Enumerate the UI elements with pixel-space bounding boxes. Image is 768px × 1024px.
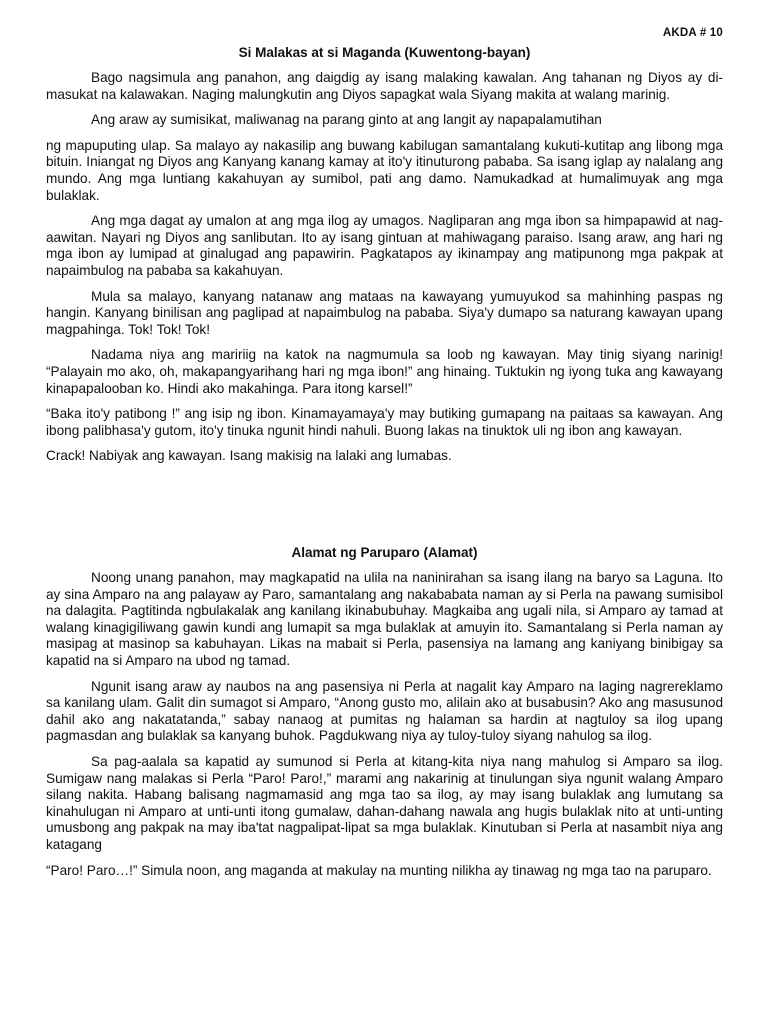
paragraph: Mula sa malayo, kanyang natanaw ang mataas na kawayang yumuyukod sa mahinhing paspas ng hangin. Kanyang binilisan ang paglipad at napaimbulog na pababa. Siya'y dumapo sa naturang kawayan upang magpahinga. Tok! Tok! Tok!: [46, 288, 723, 337]
story-alamat-paruparo: [46, 570, 723, 888]
paragraph: Ang araw ay sumisikat, maliwanag na parang ginto at ang langit ay napapalamutihan: [91, 112, 602, 128]
paragraph: Sa pag-aalala sa kapatid ay sumunod si Perla at kitang-kita niya nang mahulog si Amparo sa ilog. Sumigaw nang malakas si Perla “Paro! Paro!,” marami ang nakarinig at tinulungan siya ngunit walang Amparo silang nakita. Habang balisang nagmamasid ang mga tao sa ilog, ay may isang bulaklak ang lumutang sa kinahulugan ni Amparo at unti-unti itong gumalaw, dahan-dahang nawala ang hugis bulaklak nito at unti-unting umusbong ang pakpak na may iba'tat nagpalipat-lipat sa mga bulaklak. Kinutuban si Perla at nasambit niya ang katagang: [46, 753, 723, 852]
paragraph: “Baka ito'y patibong !” ang isip ng ibon. Kinamayamaya'y may butiking gumapang na paitaas sa kawayan. Ang ibong palibhasa'y gutom, ito'y tinuka ngunit hindi nahuli. Buong lakas na tinuktok uli ng ibon ang kawayan.: [46, 406, 723, 438]
document-page: [46, 0, 723, 1024]
page-label: AKDA # 10: [662, 27, 723, 39]
story-title-alamat-paruparo: Alamat ng Paruparo (Alamat): [291, 545, 478, 560]
paragraph: ng mapuputing ulap. Sa malayo ay nakasilip ang buwang kabilugan samantalang kukuti-kutitap ang libong mga bituin. Iniangat ng Diyos ang Kanyang kanang kamay at ito'y itinuturong pababa. Sa isang iglap ay nalalang ang mundo. Ang mga luntiang kakahuyan ay sumibol, pati ang damo. Namukadkad at humalimuyak ang mga bulaklak.: [46, 137, 723, 203]
paragraph: Bago nagsimula ang panahon, ang daigdig ay isang malaking kawalan. Ang tahanan ng Diyos ay di-masukat na kalawakan. Naging malungkutin ang Diyos sapagkat wala Siyang makita at walang marinig.: [46, 70, 723, 102]
paragraph: “Paro! Paro…!” Simula noon, ang maganda at makulay na munting nilikha ay tinawag ng mga tao na paruparo.: [46, 862, 712, 878]
paragraph: Ang mga dagat ay umalon at ang mga ilog ay umagos. Nagliparan ang mga ibon sa himpapawid at nag-aawitan. Nayari ng Diyos ang sanlibutan. Ito ay isang gintuan at mahiwagang paraiso. Isang araw, ang hari ng mga ibon ay lumipad at ginalugad ang papawirin. Pagkatapos ay ikinampay ang matipunong mga pakpak at napaimbulog na pababa sa kakahuyan.: [46, 213, 723, 278]
paragraph: Crack! Nabiyak ang kawayan. Isang makisig na lalaki ang lumabas.: [46, 448, 452, 464]
paragraph: Noong unang panahon, may magkapatid na ulila na naninirahan sa isang ilang na baryo sa Laguna. Ito ay sina Amparo na ang palayaw ay Paro, samantalang ang nakababata naman ay si Perla na pawang sumisibol na dalagita. Pagtitinda ngbulakalak ang kanilang ikinabubuhay. Magkaiba ang ugali nila, si Amparo ay tamad at walang kinagigiliwang gawin kundi ang lumapit sa mga bulaklak at amuyin ito. Samantalang si Perla naman ay masipag at masinop sa kabuhayan. Likas na mabait si Perla, pasensiya na lamang ang kaniyang binibigay sa kapatid na si Amparo na ubod ng tamad.: [46, 570, 723, 668]
paragraph: Ngunit isang araw ay naubos na ang pasensiya ni Perla at nagalit kay Amparo na laging nagrereklamo sa kanilang ulam. Galit din sumagot si Amparo, “Anong gusto mo, alilain ako at busabusin? Ako ang masusunod dahil ako ang nakatatanda,” sabay nanaog at pumitas ng halaman sa hardin at nagtuloy sa ilog upang pagmasdan ang bulaklak sa kanyang buhok. Pagdukwang niya ay tuloy-tuloy siyang nahulog sa ilog.: [46, 678, 723, 744]
paragraph: Nadama niya ang maririig na katok na nagmumula sa loob ng kawayan. May tinig siyang narinig! “Palayain mo ako, oh, makapangyarihang hari ng mga ibon!” ang hinaing. Tuktukin ng iyong tuka ang kawayang kinapapalooban ko. Hindi ako makahinga. Para itong karsel!”: [46, 347, 723, 396]
story-title-malakas-maganda: Si Malakas at si Maganda (Kuwentong-bayan): [238, 45, 531, 60]
story-malakas-maganda: [46, 70, 723, 474]
